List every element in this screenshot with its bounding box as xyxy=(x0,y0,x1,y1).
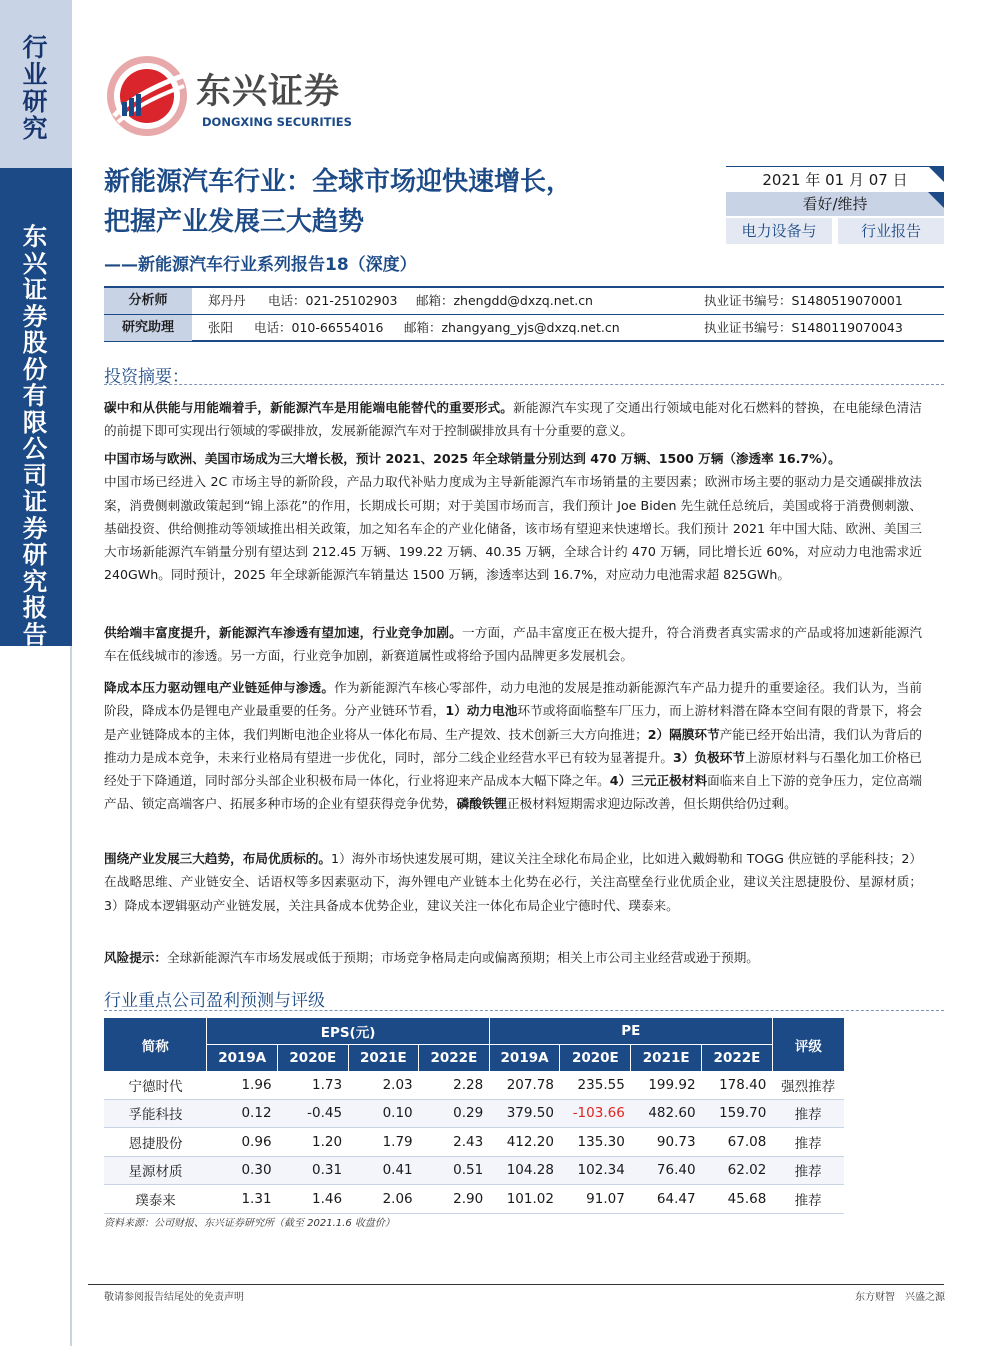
forecast-table xyxy=(104,1018,844,1214)
pe-cell: 104.28 xyxy=(489,1156,560,1185)
header-year: 2022E xyxy=(419,1045,490,1072)
summary-paragraph-5 xyxy=(104,847,922,917)
analyst-bar xyxy=(104,286,944,342)
table-row xyxy=(104,1128,844,1157)
rating-cell: 强烈推荐 xyxy=(772,1071,844,1099)
forecast-table-title: 行业重点公司盈利预测与评级 xyxy=(104,991,325,1011)
analyst-license: 执业证书编号：S1480519070001 xyxy=(704,293,903,308)
paragraph-lead: 围绕产业发展三大趋势，布局优质标的。 xyxy=(104,851,332,866)
eps-cell: 0.12 xyxy=(207,1099,278,1128)
eps-cell: 2.06 xyxy=(348,1185,419,1214)
eps-cell: 0.10 xyxy=(348,1099,419,1128)
eps-cell: 0.30 xyxy=(207,1156,278,1185)
paragraph-body: 正极材料短期需求迎边际改善，但长期供给仍过剩。 xyxy=(507,796,797,812)
report-title-line1: 新能源汽车行业：全球市场迎快速增长， xyxy=(104,167,573,197)
pe-cell: 90.73 xyxy=(631,1128,702,1157)
rating-cell: 推荐 xyxy=(772,1156,844,1185)
footer-disclaimer: 敬请参阅报告结尾处的免责声明 xyxy=(104,1292,244,1303)
header-year: 2022E xyxy=(702,1045,773,1072)
table-row xyxy=(104,1185,844,1214)
header-year: 2019A xyxy=(207,1045,278,1072)
paragraph-body: 面临来自上下游的竞争压力，定位高端产品、锁定高端客户、拓展多种市场的企业有望获得竞争优势， xyxy=(104,773,923,812)
pe-cell: 45.68 xyxy=(702,1185,773,1214)
analyst-phone: 电话：021-25102903 xyxy=(268,293,398,308)
segment-label: 1）动力电池 xyxy=(445,703,518,719)
analyst-name: 张阳 xyxy=(208,320,234,335)
sidebar-top-label: 行业研究 xyxy=(22,33,48,143)
segment-label: 3）负极环节 xyxy=(673,749,746,765)
paragraph-body: 1）海外市场快速发展可期，建议关注全球化布局企业，比如进入戴姆勒和 TOGG 供应链的孚能科技；2）在战略思维、产业链安全、话语权等多因素驱动下，海外锂电产业链本土化势在必行，关注高壁垒行业优质企业，建议关注恩捷股份、星源材质；3）降成本逻辑驱动产业链发展，关注具备成本优势企业，建议关注一体化布局企业宁德时代、璞泰来。 xyxy=(104,851,923,913)
logo-text-en: DONGXING SECURITIES xyxy=(202,115,352,129)
rating-cell: 推荐 xyxy=(772,1185,844,1214)
eps-cell: 1.20 xyxy=(278,1128,349,1157)
pe-cell: 199.92 xyxy=(631,1071,702,1099)
summary-heading: 投资摘要： xyxy=(104,367,189,387)
table-row xyxy=(104,1099,844,1128)
header-year: 2020E xyxy=(560,1045,631,1072)
table-row xyxy=(104,1156,844,1185)
footer-rule xyxy=(88,1284,944,1285)
report-date: 2021 年 01 月 07 日 xyxy=(726,166,944,192)
eps-cell: 2.90 xyxy=(419,1185,490,1214)
header-name: 简称 xyxy=(104,1018,207,1071)
eps-cell: 1.31 xyxy=(207,1185,278,1214)
paragraph-body: 一方面，产品丰富度正在极大提升，符合消费者真实需求的产品或将加速新能源汽车在低线城市的渗透。另一方面，行业竞争加剧，新赛道属性或将给予国内品牌更多发展机会。 xyxy=(104,625,923,664)
risk-lead: 风险提示： xyxy=(104,950,167,965)
paragraph-body: 作为新能源汽车核心零部件，动力电池的发展是推动新能源汽车产品力提升的重要途径。我们认为，当前阶段，降成本仍是锂电产业最重要的任务。分产业链环节看， xyxy=(104,680,923,719)
logo-text-cn: 东兴证券 xyxy=(196,72,341,112)
segment-label: 4）三元正极材料 xyxy=(609,773,708,789)
risk-body: 全球新能源汽车市场发展或低于预期；市场竞争格局走向或偏离预期；相关上市公司主业经营或逊于预期。 xyxy=(166,950,759,965)
analyst-row xyxy=(104,288,944,314)
pe-cell-negative: -103.66 xyxy=(560,1099,631,1128)
corner-triangle-icon xyxy=(928,166,944,182)
eps-cell: 0.31 xyxy=(278,1156,349,1185)
header-year: 2021E xyxy=(348,1045,419,1072)
summary-rule xyxy=(104,384,944,385)
eps-cell: 2.43 xyxy=(419,1128,490,1157)
analyst-role: 分析师 xyxy=(104,288,192,314)
analyst-email: 邮箱：zhangyang_yjs@dxzq.net.cn xyxy=(404,320,620,335)
sidebar-main xyxy=(0,168,72,649)
pe-cell: 102.34 xyxy=(560,1156,631,1185)
header-year: 2021E xyxy=(631,1045,702,1072)
summary-paragraph-4 xyxy=(104,676,922,816)
segment-label: 2）隔膜环节 xyxy=(647,726,720,742)
logo xyxy=(104,54,394,138)
pe-cell: 62.02 xyxy=(702,1156,773,1185)
eps-cell: -0.45 xyxy=(278,1099,349,1128)
summary-paragraph-2 xyxy=(104,447,922,587)
rating-cell: 推荐 xyxy=(772,1099,844,1128)
pe-cell: 159.70 xyxy=(702,1099,773,1128)
header-year: 2019A xyxy=(489,1045,560,1072)
segment-label: 磷酸铁锂 xyxy=(456,796,507,812)
pe-cell: 235.55 xyxy=(560,1071,631,1099)
paragraph-body: 环节或将面临整车厂压力，而上游材料潜在降本空间有限的背景下，将会是产业链降成本的主体，我们判断电池企业将从一体化布局、生产提效、技术创新三大方向推进； xyxy=(104,703,923,742)
paragraph-lead: 碳中和从供能与用能端着手，新能源汽车是用能端电能替代的重要形式。 xyxy=(104,400,514,415)
analyst-row xyxy=(104,315,944,341)
paragraph-lead: 中国市场与欧洲、美国市场成为三大增长极，预计 2021、2025 年全球销量分别达到 470 万辆、1500 万辆（渗透率 16.7%）。 xyxy=(104,451,841,466)
pe-cell: 64.47 xyxy=(631,1185,702,1214)
eps-cell: 0.96 xyxy=(207,1128,278,1157)
eps-cell: 1.73 xyxy=(278,1071,349,1099)
summary-paragraph-1 xyxy=(104,396,922,443)
analyst-license: 执业证书编号：S1480119070043 xyxy=(704,320,903,335)
corner-triangle-icon xyxy=(928,192,944,208)
eps-cell: 0.41 xyxy=(348,1156,419,1185)
summary-paragraph-3 xyxy=(104,621,922,668)
report-subtitle: ——新能源汽车行业系列报告18（深度） xyxy=(104,255,417,275)
eps-cell: 0.29 xyxy=(419,1099,490,1128)
company-name: 恩捷股份 xyxy=(104,1128,207,1157)
table-row xyxy=(104,1071,844,1099)
info-box xyxy=(726,166,944,244)
pe-cell: 76.40 xyxy=(631,1156,702,1185)
paragraph-lead: 降成本压力驱动锂电产业链延伸与渗透。 xyxy=(104,680,335,695)
header-year: 2020E xyxy=(278,1045,349,1072)
pe-cell: 412.20 xyxy=(489,1128,560,1157)
company-name: 宁德时代 xyxy=(104,1071,207,1099)
analyst-phone: 电话：010-66554016 xyxy=(254,320,384,335)
header-rating: 评级 xyxy=(772,1018,844,1071)
company-name: 孚能科技 xyxy=(104,1099,207,1128)
pe-cell: 482.60 xyxy=(631,1099,702,1128)
report-title-line2: 把握产业发展三大趋势 xyxy=(104,207,365,237)
paragraph-body: 中国市场已经进入 2C 市场主导的新阶段，产品力取代补贴力度成为主导新能源汽车市场销量的主要因素；欧洲市场主要的驱动力是交通碳排放法案，消费侧刺激政策起到“锦上添花”的作用，长期成长可期；对于美国市场而言，我们预计 Joe Biden 先生就任总统后，美国或将于消费侧刺激、基础投资、供给侧推动等领域推出相关政策，加之知名车企的产业化储备，该市场有望迎来快速增长。我们预计 2021 年中国大陆、欧洲、美国三大市场新能源汽车销量分别有望达到 212.45 万辆、199.22 万辆、40.35 万辆，全球合计约 470 万辆，同比增长近 60%，对应动力电池需求近 240GWh。同时预计，2025 年全球新能源汽车销量达 1500 万辆，渗透率达到 16.7%，对应动力电池需求超 825GWh。 xyxy=(104,474,922,583)
eps-cell: 1.79 xyxy=(348,1128,419,1157)
company-name: 星源材质 xyxy=(104,1156,207,1185)
pe-cell: 207.78 xyxy=(489,1071,560,1099)
header-eps: EPS(元) xyxy=(207,1018,489,1045)
logo-emblem-icon xyxy=(104,54,190,138)
analyst-email: 邮箱：zhengdd@dxzq.net.cn xyxy=(416,293,593,308)
pe-cell: 379.50 xyxy=(489,1099,560,1128)
eps-cell: 2.03 xyxy=(348,1071,419,1099)
industry-category: 电力设备与 xyxy=(726,218,832,244)
paragraph-body: 上游原材料与石墨化加工价格已经处于下降通道，同时部分头部企业积极布局一体化，行业将迎来产品成本大幅下降之年。 xyxy=(104,749,923,789)
footer-slogan: 东方财智 兴盛之源 xyxy=(855,1292,945,1303)
paragraph-body: 新能源汽车实现了交通出行领域电能对化石燃料的替换，在电能绿色清洁的前提下即可实现出行领域的零碳排放，发展新能源汽车对于控制碳排放具有十分重要的意义。 xyxy=(104,400,923,439)
header-pe: PE xyxy=(489,1018,772,1045)
paragraph-lead: 供给端丰富度提升，新能源汽车渗透有望加速，行业竞争加剧。 xyxy=(104,625,462,640)
rating-badge: 看好/维持 xyxy=(726,192,944,216)
company-name: 璞泰来 xyxy=(104,1185,207,1214)
risk-paragraph xyxy=(104,946,922,969)
sidebar-rule xyxy=(70,646,72,1346)
pe-cell: 178.40 xyxy=(702,1071,773,1099)
sidebar-top xyxy=(0,0,72,168)
sidebar-main-label: 东兴证券股份有限公司证券研究报告 xyxy=(22,222,48,649)
table-source-note: 资料来源：公司财报、东兴证券研究所（截至 2021.1.6 收盘价） xyxy=(104,1218,395,1229)
pe-cell: 101.02 xyxy=(489,1185,560,1214)
forecast-table-rule xyxy=(104,1010,944,1011)
pe-cell: 91.07 xyxy=(560,1185,631,1214)
analyst-name: 郑丹丹 xyxy=(208,293,246,308)
pe-cell: 67.08 xyxy=(702,1128,773,1157)
report-type: 行业报告 xyxy=(838,218,944,244)
eps-cell: 1.46 xyxy=(278,1185,349,1214)
analyst-role: 研究助理 xyxy=(104,315,192,341)
paragraph-body: 产能已经开始出清，我们认为背后的推动力是成本竞争，未来行业格局有望进一步优化，同时，部分二线企业经营水平已有较为显著提升。 xyxy=(104,726,923,765)
pe-cell: 135.30 xyxy=(560,1128,631,1157)
rating-cell: 推荐 xyxy=(772,1128,844,1157)
eps-cell: 1.96 xyxy=(207,1071,278,1099)
eps-cell: 2.28 xyxy=(419,1071,490,1099)
eps-cell: 0.51 xyxy=(419,1156,490,1185)
